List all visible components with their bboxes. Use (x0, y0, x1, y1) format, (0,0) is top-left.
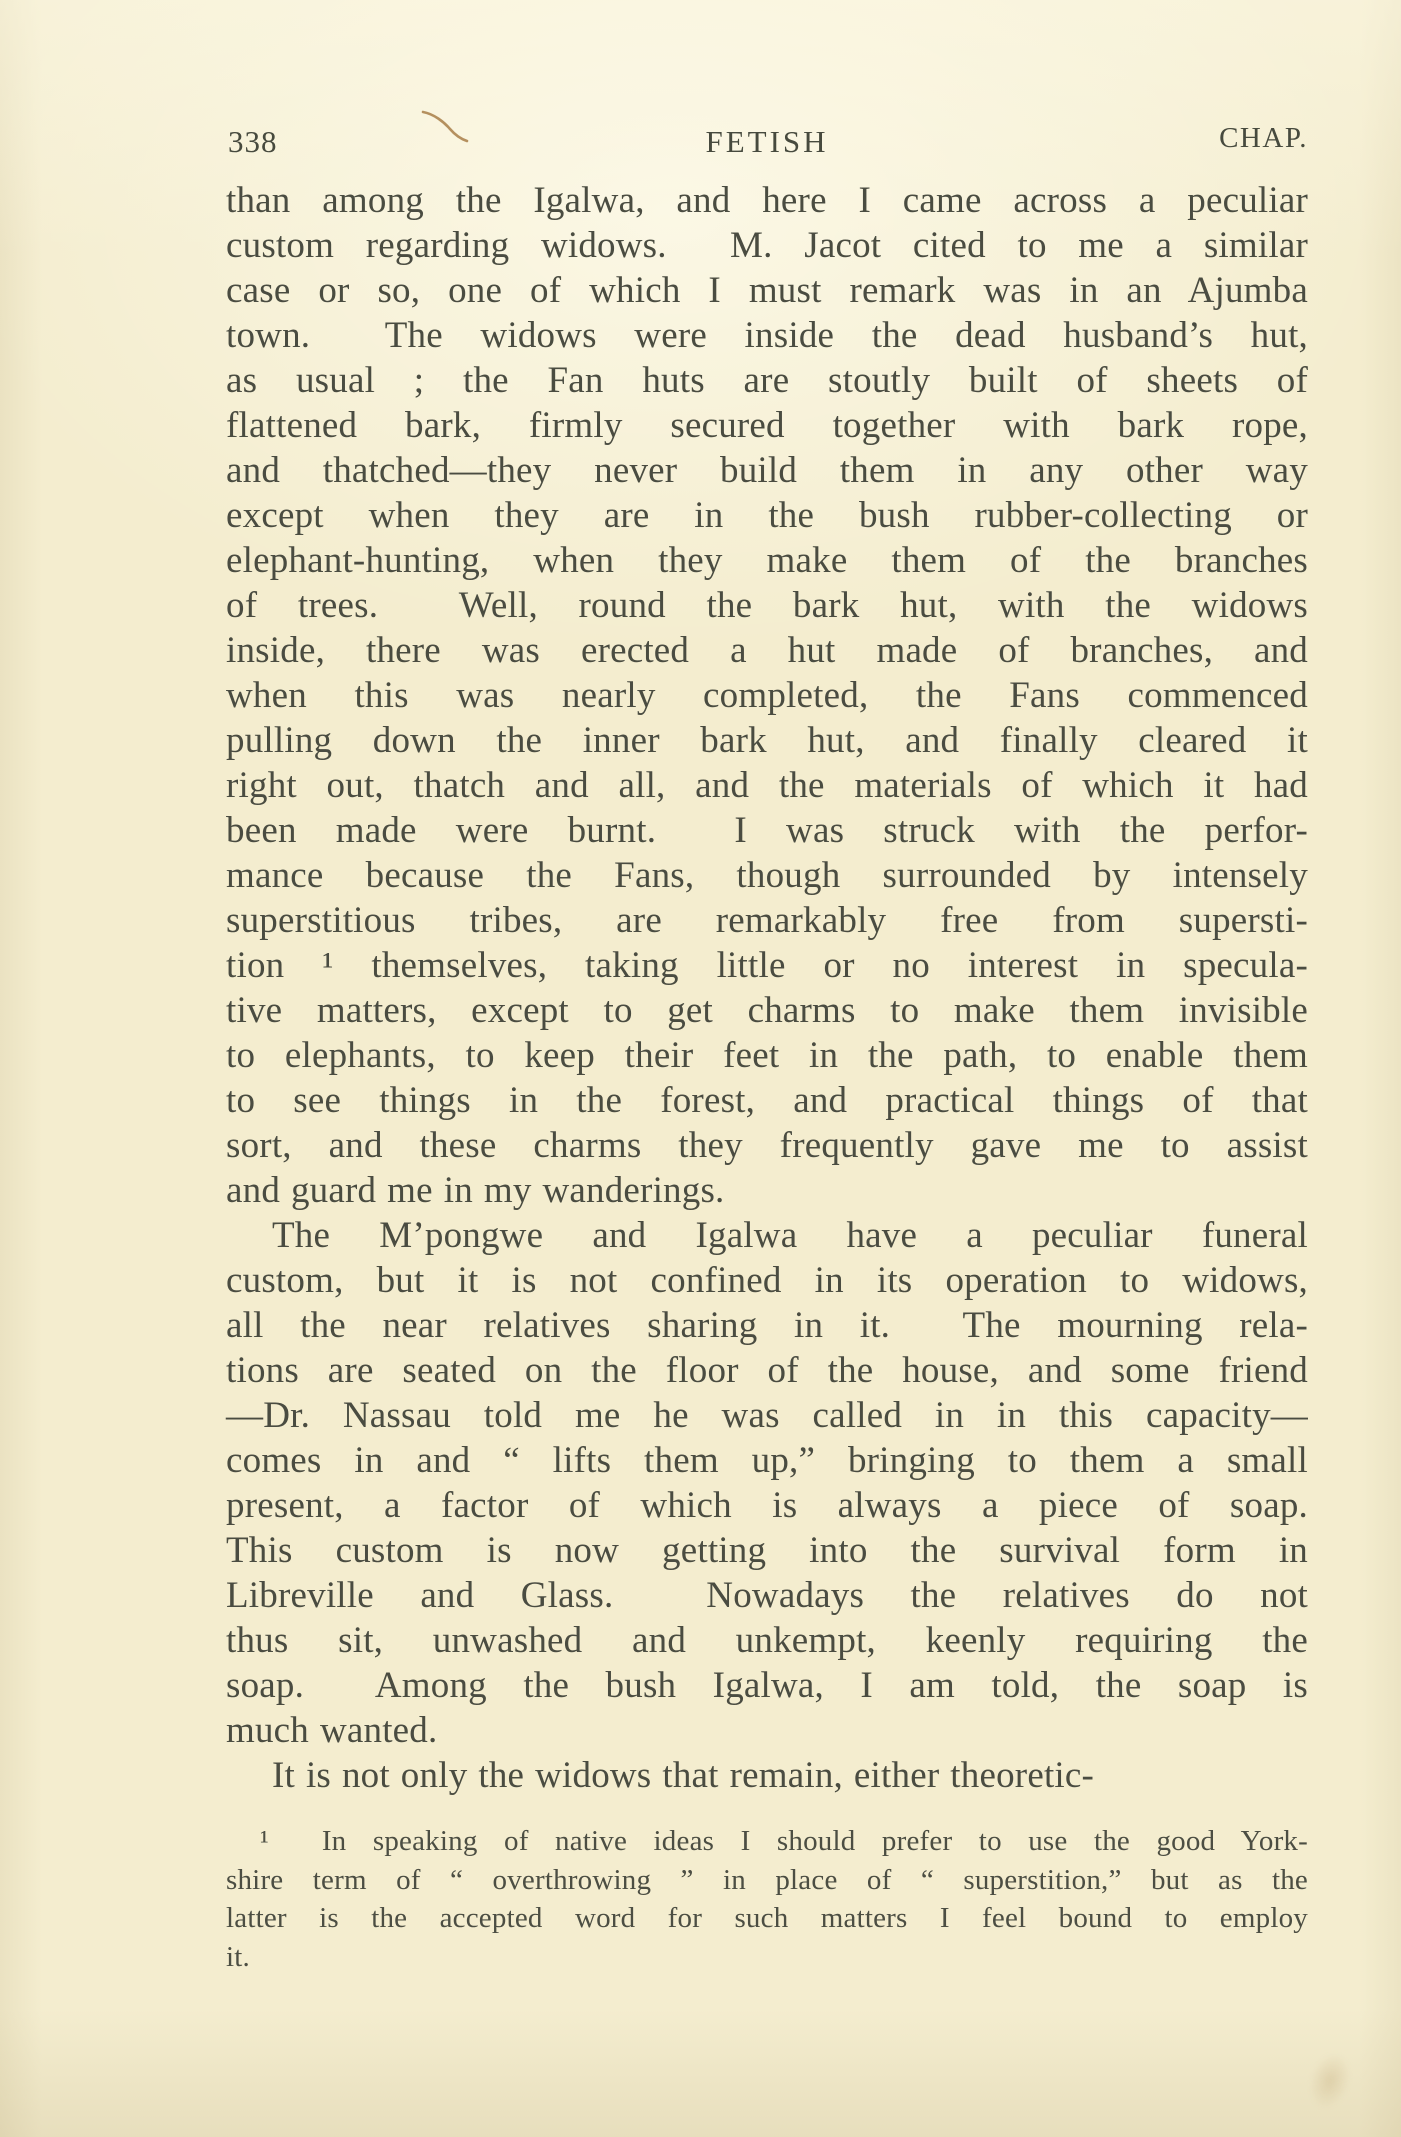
text-line: tion ¹ themselves, taking little or no interest in specula- (226, 945, 1308, 986)
text-line: than among the Igalwa, and here I came across a peculiar (226, 180, 1308, 221)
text-line: and guard me in my wanderings. (226, 1170, 725, 1211)
text-line: except when they are in the bush rubber-collecting or (226, 495, 1308, 536)
text-line: when this was nearly completed, the Fans commenced (226, 675, 1308, 716)
text-line: elephant-hunting, when they make them of the branches (226, 540, 1308, 581)
text-line: Libreville and Glass. Nowadays the relatives do not (226, 1575, 1308, 1616)
text-line: town. The widows were inside the dead husband’s hut, (226, 315, 1308, 356)
text-line: thus sit, unwashed and unkempt, keenly requiring the (226, 1620, 1308, 1661)
body-text (226, 178, 1308, 1798)
text-line: to see things in the forest, and practical things of that (226, 1080, 1308, 1121)
text-line: flattened bark, firmly secured together with bark rope, (226, 405, 1308, 446)
text-line: tions are seated on the floor of the house, and some friend (226, 1350, 1308, 1391)
text-line: pulling down the inner bark hut, and finally cleared it (226, 720, 1308, 761)
text-line: soap. Among the bush Igalwa, I am told, the soap is (226, 1665, 1308, 1706)
text-line: present, a factor of which is always a piece of soap. (226, 1485, 1308, 1526)
text-line: sort, and these charms they frequently gave me to assist (226, 1125, 1308, 1166)
running-title: FETISH (705, 124, 829, 159)
text-line: and thatched—they never build them in any other way (226, 450, 1308, 491)
text-line: ¹ In speaking of native ideas I should prefer to use the good York- (260, 1825, 1308, 1857)
text-line: as usual ; the Fan huts are stoutly built of sheets of (226, 360, 1308, 401)
text-line: superstitious tribes, are remarkably free from supersti- (226, 900, 1308, 941)
stain-mark (1302, 2047, 1358, 2115)
text-line: —Dr. Nassau told me he was called in in this capacity— (226, 1395, 1308, 1436)
text-line: comes in and “ lifts them up,” bringing to them a small (226, 1440, 1308, 1481)
text-line: custom regarding widows. M. Jacot cited to me a similar (226, 225, 1308, 266)
page-header (226, 124, 1308, 166)
text-line: custom, but it is not confined in its operation to widows, (226, 1260, 1308, 1301)
text-line: all the near relatives sharing in it. The mourning rela- (226, 1305, 1308, 1346)
text-line: It is not only the widows that remain, either theoretic- (272, 1755, 1095, 1796)
text-line: of trees. Well, round the bark hut, with the widows (226, 585, 1308, 626)
text-line: case or so, one of which I must remark was in an Ajumba (226, 270, 1308, 311)
text-line: much wanted. (226, 1710, 438, 1751)
text-line: mance because the Fans, though surrounded by intensely (226, 855, 1308, 896)
footnote (226, 1822, 1308, 1976)
text-line: right out, thatch and all, and the materials of which it had (226, 765, 1308, 806)
text-line: The M’pongwe and Igalwa have a peculiar funeral (272, 1215, 1308, 1256)
text-line: tive matters, except to get charms to make them invisible (226, 990, 1308, 1031)
text-line: inside, there was erected a hut made of branches, and (226, 630, 1308, 671)
text-line: latter is the accepted word for such matters I feel bound to employ (226, 1902, 1308, 1934)
text-line: been made were burnt. I was struck with the perfor- (226, 810, 1308, 851)
text-line: to elephants, to keep their feet in the path, to enable them (226, 1035, 1308, 1076)
text-line: it. (226, 1940, 250, 1973)
chapter-label: CHAP. (1219, 122, 1308, 154)
text-line: shire term of “ overthrowing ” in place of “ superstition,” but as the (226, 1863, 1308, 1896)
page-number: 338 (228, 124, 278, 159)
text-line: This custom is now getting into the survival form in (226, 1530, 1308, 1571)
